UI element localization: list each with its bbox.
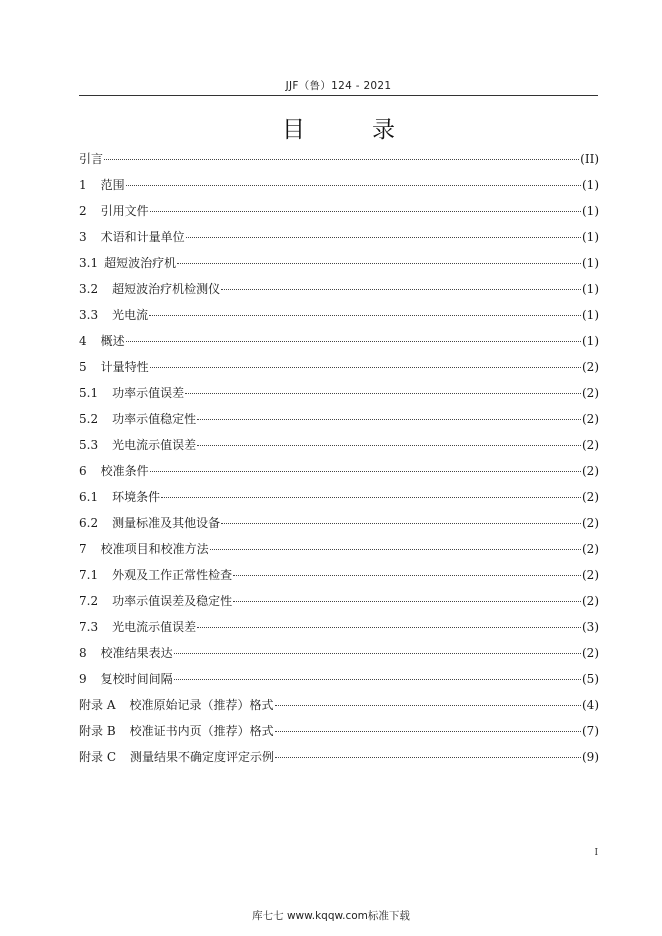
toc-entry-page: (1) (582, 334, 599, 348)
toc-entry[interactable] (79, 250, 599, 276)
toc-entry-page: (2) (582, 464, 599, 478)
toc-entry-number: 5.1 (79, 386, 99, 400)
toc-entry[interactable] (79, 276, 599, 302)
toc-entry-label: 外观及工作正常性检查 (112, 568, 233, 582)
toc-entry[interactable] (79, 536, 599, 562)
toc-entry-page: (2) (582, 412, 599, 426)
toc-entry-number: 6.1 (79, 490, 99, 504)
toc-entry-leader-dots (210, 548, 581, 550)
toc-entry-leader-dots (174, 652, 581, 654)
toc-entry-number: 9 (79, 672, 87, 686)
toc-entry[interactable] (79, 432, 599, 458)
toc-entry-number: 6 (79, 464, 87, 478)
page-number: I (594, 848, 598, 858)
toc-entry-leader-dots (150, 210, 581, 212)
toc-entry-number: 3.1 (79, 256, 99, 270)
toc-entry[interactable] (79, 666, 599, 692)
toc-entry-leader-dots (197, 444, 581, 446)
toc-entry-page: (II) (580, 152, 599, 166)
toc-entry-page: (1) (582, 308, 599, 322)
toc-entry-page: (1) (582, 282, 599, 296)
toc-entry-number: 7.1 (79, 568, 99, 582)
toc-entry-label: 计量特性 (100, 360, 149, 374)
toc-entry-number: 1 (79, 178, 87, 192)
toc-entry[interactable] (79, 406, 599, 432)
toc-entry-leader-dots (186, 236, 581, 238)
toc-entry-label: 超短波治疗机检测仪 (112, 282, 221, 296)
toc-entry[interactable] (79, 198, 599, 224)
toc-entry-label: 超短波治疗机 (104, 256, 177, 270)
toc-entry-number: 2 (79, 204, 87, 218)
toc-entry-label: 引用文件 (100, 204, 149, 218)
toc-entry-page: (2) (582, 386, 599, 400)
toc-entry-label: 校准结果表达 (100, 646, 173, 660)
toc-entry-number: 5 (79, 360, 87, 374)
toc-entry-label: 校准证书内页（推荐）格式 (129, 724, 274, 738)
toc-entry-label: 术语和计量单位 (100, 230, 185, 244)
toc-entry-label: 测量结果不确定度评定示例 (130, 750, 275, 764)
toc-entry-number: 5.3 (79, 438, 99, 452)
toc-entry-leader-dots (275, 756, 581, 758)
toc-entry[interactable] (79, 302, 599, 328)
toc-entry-leader-dots (104, 158, 579, 160)
toc-entry-page: (2) (582, 594, 599, 608)
toc-entry-leader-dots (149, 314, 581, 316)
toc-entry[interactable] (79, 640, 599, 666)
toc-entry-leader-dots (197, 418, 581, 420)
toc-entry-label: 功率示值稳定性 (112, 412, 197, 426)
toc-entry-number: 附录 A (79, 698, 116, 712)
toc-entry-leader-dots (197, 626, 581, 628)
toc-entry-number: 附录 C (79, 750, 116, 764)
toc-entry-page: (1) (582, 230, 599, 244)
toc-entry-number: 5.2 (79, 412, 99, 426)
toc-entry-leader-dots (150, 470, 581, 472)
toc-entry-leader-dots (221, 522, 581, 524)
toc-entry-number: 7.2 (79, 594, 99, 608)
toc-entry-number: 6.2 (79, 516, 99, 530)
toc-entry-number: 7.3 (79, 620, 99, 634)
toc-entry-label: 引言 (79, 152, 104, 166)
header-rule (79, 95, 598, 96)
toc-entry-page: (3) (582, 620, 599, 634)
toc-entry-leader-dots (161, 496, 581, 498)
toc-entry[interactable] (79, 588, 599, 614)
toc-entry-label: 功率示值误差及稳定性 (112, 594, 233, 608)
toc-entry[interactable] (79, 172, 599, 198)
toc-entry-label: 光电流示值误差 (112, 620, 197, 634)
toc-entry-number: 8 (79, 646, 87, 660)
toc-entry-page: (1) (582, 178, 599, 192)
toc-entry-leader-dots (126, 340, 581, 342)
toc-entry-number: 7 (79, 542, 87, 556)
toc-entry[interactable] (79, 744, 599, 770)
toc-entry-page: (2) (582, 516, 599, 530)
toc-entry-leader-dots (275, 704, 582, 706)
toc-entry[interactable] (79, 328, 599, 354)
toc-entry-leader-dots (233, 574, 581, 576)
toc-entry-label: 光电流 (112, 308, 149, 322)
toc-entry-page: (2) (582, 360, 599, 374)
toc-entry-number: 附录 B (79, 724, 116, 738)
toc-entry-page: (5) (582, 672, 599, 686)
toc-entry-leader-dots (177, 262, 581, 264)
toc-entry-label: 校准项目和校准方法 (100, 542, 209, 556)
toc-entry-page: (2) (582, 646, 599, 660)
toc-entry-leader-dots (174, 678, 581, 680)
toc-entry-leader-dots (275, 730, 581, 732)
toc-entry-page: (7) (582, 724, 599, 738)
footer-watermark-text: 库七七 www.kqqw.com标准下载 (252, 910, 410, 922)
toc-entry-page: (2) (582, 490, 599, 504)
toc-entry-leader-dots (150, 366, 581, 368)
toc-entry-leader-dots (185, 392, 581, 394)
toc-entry[interactable] (79, 510, 599, 536)
table-of-contents (79, 146, 599, 770)
toc-entry-number: 3.2 (79, 282, 99, 296)
toc-entry-leader-dots (233, 600, 581, 602)
toc-entry[interactable] (79, 354, 599, 380)
toc-entry-label: 测量标准及其他设备 (112, 516, 221, 530)
toc-entry-leader-dots (221, 288, 581, 290)
toc-entry-label: 复校时间间隔 (100, 672, 173, 686)
toc-entry[interactable] (79, 692, 599, 718)
toc-entry-page: (2) (582, 568, 599, 582)
toc-entry[interactable] (79, 458, 599, 484)
toc-entry[interactable] (79, 224, 599, 250)
toc-entry-number: 4 (79, 334, 87, 348)
toc-entry[interactable] (79, 614, 599, 640)
toc-entry-number: 3.3 (79, 308, 99, 322)
toc-entry-label: 范围 (100, 178, 125, 192)
toc-entry-page: (9) (582, 750, 599, 764)
toc-entry-page: (1) (582, 204, 599, 218)
toc-entry-page: (2) (582, 542, 599, 556)
toc-entry[interactable] (79, 380, 599, 406)
document-code-header: JJF（鲁）124 - 2021 (285, 80, 392, 92)
toc-entry-page: (1) (582, 256, 599, 270)
toc-title: 目 录 (282, 117, 417, 143)
toc-entry[interactable] (79, 562, 599, 588)
toc-entry-label: 校准原始记录（推荐）格式 (129, 698, 274, 712)
toc-entry-label: 校准条件 (100, 464, 149, 478)
toc-entry-label: 功率示值误差 (112, 386, 185, 400)
toc-entry[interactable] (79, 484, 599, 510)
toc-entry-number: 3 (79, 230, 87, 244)
toc-entry[interactable] (79, 146, 599, 172)
toc-entry-page: (2) (582, 438, 599, 452)
toc-entry[interactable] (79, 718, 599, 744)
toc-entry-label: 概述 (100, 334, 125, 348)
toc-entry-label: 环境条件 (112, 490, 161, 504)
toc-entry-page: (4) (582, 698, 599, 712)
toc-entry-label: 光电流示值误差 (112, 438, 197, 452)
toc-entry-leader-dots (126, 184, 581, 186)
